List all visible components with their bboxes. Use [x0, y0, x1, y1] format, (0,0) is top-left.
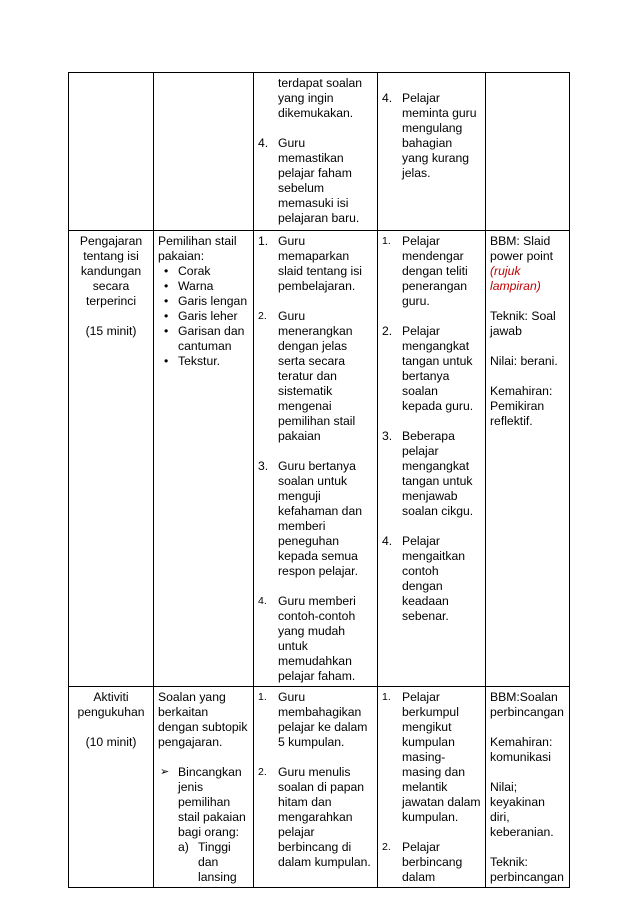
sub-item: a) Tinggi dan lansing [178, 840, 237, 884]
list-item: • Garisan dan cantuman [164, 324, 245, 353]
value-note: Nilai: berani. [490, 354, 558, 368]
discussion-item: ➢ Bincangkan jenis pemilihan stail pakaian bagi orang: a) Tinggi dan lansing [158, 765, 249, 885]
teacher-step: 2. Guru menulis soalan di papan hitam dan mengarahkan pelajar berbincang di dalam kumpulan. [258, 765, 371, 869]
teacher-step: 2. Guru menerangkan dengan jelas serta secara teratur dan sistematik mengenai pemilihan stail pakaian [258, 309, 356, 443]
bullet-icon: • [164, 294, 169, 308]
notes-cell [486, 231, 570, 687]
stage-title: Pengajaran tentang isi kandungan secara terperinci [79, 234, 143, 308]
notes-cell [486, 73, 570, 231]
lesson-plan-table [68, 72, 570, 888]
bbm-note: BBM:Soalan perbincangan [490, 690, 564, 719]
notes-cell [486, 687, 570, 888]
bullet-icon: • [164, 354, 169, 368]
stage-cell [69, 231, 154, 687]
student-step: 1. Pelajar berkumpul mengikut kumpulan masing-masing dan melantik jawatan dalam kumpulan. [382, 690, 481, 824]
list-item: • Garis leher [164, 309, 238, 323]
content-cell [154, 687, 254, 888]
student-activity-cell [378, 687, 486, 888]
student-activity-cell [378, 73, 486, 231]
stage-cell [69, 73, 154, 231]
list-item: • Corak [164, 264, 211, 278]
stage-title: Aktiviti pengukuhan [77, 690, 145, 719]
content-intro: Pemilihan stail pakaian: [158, 234, 237, 263]
teacher-step: 1. Guru membahagikan pelajar ke dalam 5 kumpulan. [258, 690, 368, 749]
stage-duration: (15 minit) [85, 324, 137, 338]
bullet-icon: • [164, 279, 169, 293]
teacher-step-continued: terdapat soalan yang ingin dikemukakan. [278, 76, 363, 120]
list-item: • Tekstur. [164, 354, 220, 368]
teacher-step: 4. Guru memastikan pelajar faham sebelum memasuki isi pelajaran baru. [258, 136, 360, 225]
list-item: • Garis lengan [164, 294, 248, 308]
student-step: 2. Pelajar berbincang dalam [382, 840, 463, 884]
stage-cell [69, 687, 154, 888]
bullet-icon: • [164, 324, 169, 338]
content-cell [154, 73, 254, 231]
skill-note: Kemahiran: komunikasi [490, 735, 553, 764]
arrow-bullet-icon: ➢ [160, 766, 170, 778]
stage-duration: (10 minit) [85, 735, 137, 749]
bbm-note: BBM: Slaid power point [490, 234, 554, 263]
teacher-activity-cell [254, 231, 378, 687]
student-step: 4. Pelajar meminta guru mengulang bahagian yang kurang jelas. [382, 91, 477, 180]
bullet-icon: • [164, 309, 169, 323]
table-row [69, 687, 570, 888]
teacher-activity-cell [254, 73, 378, 231]
student-step: 2. Pelajar mengangkat tangan untuk bertanya soalan kepada guru. [382, 324, 474, 413]
teacher-step: 1. Guru memaparkan slaid tentang isi pembelajaran. [258, 234, 363, 293]
content-cell [154, 231, 254, 687]
value-note: Nilai; keyakinan diri, keberanian. [490, 780, 554, 839]
teacher-step: 3. Guru bertanya soalan untuk menguji kefahaman dan memberi peneguhan kepada semua respon pelajar. [258, 459, 363, 578]
teacher-activity-cell [254, 687, 378, 888]
technique-note: Teknik: perbincangan [490, 855, 564, 884]
table-row [69, 231, 570, 687]
teacher-step: 4. Guru memberi contoh-contoh yang mudah untuk memudahkan pelajar faham. [258, 594, 356, 683]
student-step: 3. Beberapa pelajar mengangkat tangan untuk menjawab soalan cikgu. [382, 429, 474, 518]
reference-note: (rujuk lampiran) [490, 264, 541, 293]
content-bullet-list [158, 264, 249, 369]
technique-note: Teknik: Soal jawab [490, 309, 556, 338]
content-intro: Soalan yang berkaitan dengan subtopik pengajaran. [158, 690, 248, 749]
bullet-icon: • [164, 264, 169, 278]
student-step: 1. Pelajar mendengar dengan teliti penerangan guru. [382, 234, 468, 308]
student-activity-cell [378, 231, 486, 687]
list-item: • Warna [164, 279, 214, 293]
skill-note: Kemahiran: Pemikiran reflektif. [490, 384, 553, 428]
table-row [69, 73, 570, 231]
student-step: 4. Pelajar mengaitkan contoh dengan keadaan sebenar. [382, 534, 466, 623]
